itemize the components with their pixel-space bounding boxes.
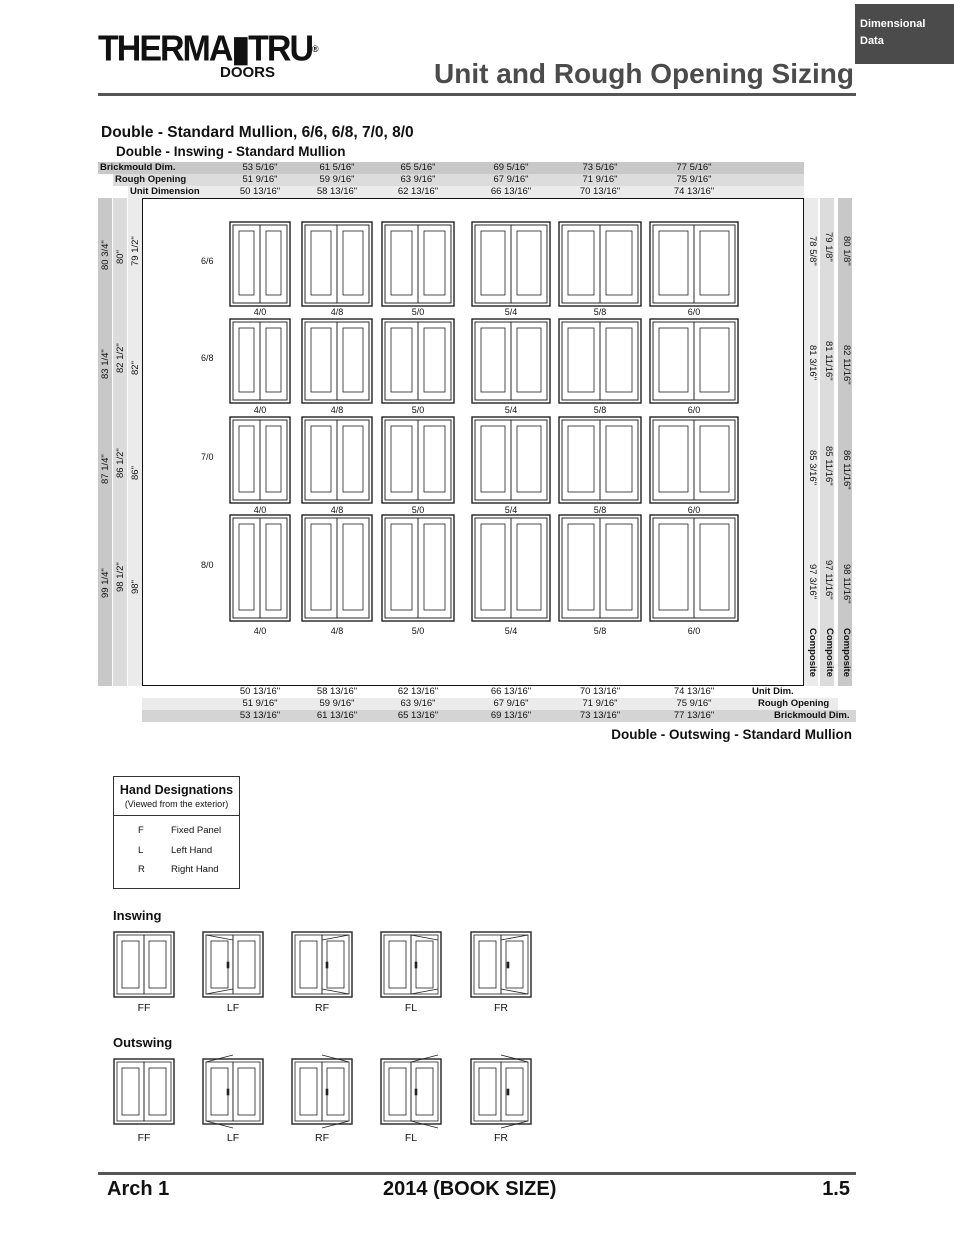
right-height-rough: 85 11/16" <box>823 446 834 486</box>
dimension-value: 70 13/16" <box>579 186 621 197</box>
dimension-value: 62 13/16" <box>397 186 439 197</box>
hand-title: Hand Designations <box>119 783 234 797</box>
dimension-value: 65 5/16" <box>400 162 436 173</box>
handle-icon <box>227 962 229 968</box>
top-band-rough-label: Rough Opening <box>115 174 187 185</box>
bottom-band-unit-label: Unit Dim. <box>752 686 794 697</box>
hand-divider <box>114 815 239 816</box>
hand-code-caption: FF <box>137 1002 151 1014</box>
hand-code-caption: FR <box>494 1002 508 1014</box>
width-size-label: 5/0 <box>411 405 425 415</box>
left-height-rough: 98 1/2" <box>115 562 126 592</box>
footer-page-number: 1.5 <box>822 1178 850 1200</box>
dimension-value: 69 5/16" <box>493 162 529 173</box>
dimension-value: 67 9/16" <box>493 698 529 709</box>
dimension-value: 51 9/16" <box>242 698 278 709</box>
width-size-label: 4/0 <box>253 626 267 636</box>
right-height-brickmould: 86 11/16" <box>841 450 852 490</box>
left-height-rough: 80" <box>115 250 126 264</box>
right-height-brickmould: 98 11/16" <box>841 564 852 604</box>
left-height-unit: 79 1/2" <box>130 236 141 266</box>
right-height-brickmould: 80 1/8" <box>841 236 852 266</box>
dimension-value: 73 13/16" <box>579 710 621 721</box>
dimension-value: 71 9/16" <box>582 698 618 709</box>
width-size-label: 4/0 <box>253 307 267 317</box>
width-size-label: 4/8 <box>330 405 344 415</box>
hand-row <box>114 845 239 865</box>
dimension-value: 71 9/16" <box>582 174 618 185</box>
left-height-unit: 98" <box>130 580 141 594</box>
right-height-rough: 97 11/16" <box>823 560 834 600</box>
composite-label: Composite <box>807 628 818 678</box>
width-size-label: 5/4 <box>504 405 518 415</box>
width-size-label: 5/8 <box>593 405 607 415</box>
dimension-value: 77 5/16" <box>676 162 712 173</box>
logo-word-2: TRU <box>248 29 313 69</box>
right-height-unit: 78 5/8" <box>807 236 818 266</box>
height-row-label: 8/0 <box>201 560 214 570</box>
left-height-brickmould: 87 1/4" <box>100 454 111 484</box>
bottom-band-rough-label: Rough Opening <box>758 698 830 709</box>
left-height-rough: 82 1/2" <box>115 343 126 373</box>
dimension-value: 66 13/16" <box>490 186 532 197</box>
dimension-value: 66 13/16" <box>490 686 532 697</box>
left-height-brickmould: 83 1/4" <box>100 349 111 379</box>
bottom-band-brickmould-label: Brickmould Dim. <box>774 710 850 721</box>
footer-center: 2014 (BOOK SIZE) <box>383 1178 557 1200</box>
hand-code: R <box>138 864 145 875</box>
dimension-value: 53 13/16" <box>239 710 281 721</box>
left-height-brickmould: 80 3/4" <box>100 240 111 270</box>
width-size-label: 6/0 <box>687 626 701 636</box>
dimension-value: 67 9/16" <box>493 174 529 185</box>
dimension-value: 50 13/16" <box>239 186 281 197</box>
width-size-label: 5/8 <box>593 505 607 515</box>
width-size-label: 5/0 <box>411 307 425 317</box>
right-height-unit: 81 3/16" <box>807 345 818 381</box>
width-size-label: 4/0 <box>253 505 267 515</box>
hand-diagrams <box>0 900 954 1160</box>
dimension-value: 69 13/16" <box>490 710 532 721</box>
dimension-value: 63 9/16" <box>400 174 436 185</box>
left-height-rough: 86 1/2" <box>115 448 126 478</box>
hand-code-caption: RF <box>315 1132 329 1144</box>
dimension-value: 63 9/16" <box>400 698 436 709</box>
bottom-band-rough <box>142 698 838 710</box>
tab-line-1: Dimensional <box>860 18 926 30</box>
handle-icon <box>326 962 328 968</box>
handle-icon <box>415 962 417 968</box>
dimension-value: 59 9/16" <box>319 174 355 185</box>
dimension-value: 62 13/16" <box>397 686 439 697</box>
dimension-value: 70 13/16" <box>579 686 621 697</box>
width-size-label: 5/4 <box>504 307 518 317</box>
hand-code-caption: FL <box>404 1002 418 1014</box>
width-size-label: 4/8 <box>330 505 344 515</box>
width-size-label: 6/0 <box>687 505 701 515</box>
right-height-unit: 85 3/16" <box>807 450 818 486</box>
hand-desc: Fixed Panel <box>171 825 222 836</box>
dimension-value: 73 5/16" <box>582 162 618 173</box>
width-size-label: 5/8 <box>593 626 607 636</box>
width-size-label: 4/8 <box>330 307 344 317</box>
inswing-heading: Double - Inswing - Standard Mullion <box>116 144 346 159</box>
hand-code-caption: RF <box>315 1002 329 1014</box>
right-height-rough: 81 11/16" <box>823 341 834 381</box>
tab-line-2: Data <box>860 35 884 47</box>
dimension-value: 51 9/16" <box>242 174 278 185</box>
width-size-label: 5/4 <box>504 505 518 515</box>
hand-row <box>114 825 239 845</box>
right-height-rough: 79 1/8" <box>823 232 834 262</box>
composite-label: Composite <box>841 628 852 678</box>
hand-code: L <box>138 844 144 856</box>
dimension-value: 50 13/16" <box>239 686 281 697</box>
composite-label: Composite <box>824 628 835 678</box>
hand-desc: Left Hand <box>171 844 213 856</box>
dimension-value: 53 5/16" <box>242 162 278 173</box>
logo-word-1: THERMA <box>98 29 232 69</box>
dimension-value: 65 13/16" <box>397 710 439 721</box>
right-height-brickmould: 82 11/16" <box>841 345 852 385</box>
dimension-value: 75 9/16" <box>676 174 712 185</box>
hand-code: F <box>138 825 144 836</box>
handle-icon <box>415 1089 417 1095</box>
width-size-label: 5/4 <box>504 626 518 636</box>
height-row-label: 6/8 <box>201 353 214 363</box>
dimension-value: 61 5/16" <box>319 162 355 173</box>
logo-bar-icon: ▮ <box>231 29 249 69</box>
handle-icon <box>507 962 509 968</box>
outswing-heading: Double - Outswing - Standard Mullion <box>611 727 852 742</box>
dimension-value: 74 13/16" <box>673 686 715 697</box>
right-height-unit: 97 3/16" <box>807 564 818 600</box>
footer-rule <box>98 1172 856 1175</box>
hand-designations-box <box>113 776 240 889</box>
top-band-unit-label: Unit Dimension <box>130 186 200 197</box>
width-size-label: 5/0 <box>411 626 425 636</box>
hand-code-caption: LF <box>226 1132 240 1144</box>
handle-icon <box>227 1089 229 1095</box>
width-size-label: 5/0 <box>411 505 425 515</box>
handle-icon <box>326 1089 328 1095</box>
inswing-label: Inswing <box>113 908 162 923</box>
dimension-value: 58 13/16" <box>316 686 358 697</box>
left-height-unit: 82" <box>130 361 141 375</box>
hand-code-caption: LF <box>226 1002 240 1014</box>
dimension-value: 59 9/16" <box>319 698 355 709</box>
outswing-label: Outswing <box>113 1035 173 1050</box>
dimension-value: 74 13/16" <box>673 186 715 197</box>
top-band-brickmould-label: Brickmould Dim. <box>100 162 176 173</box>
footer-left: Arch 1 <box>107 1178 170 1200</box>
dimension-value: 77 13/16" <box>673 710 715 721</box>
logo-registered: ® <box>312 43 319 55</box>
dimension-value: 75 9/16" <box>676 698 712 709</box>
dimension-value: 58 13/16" <box>316 186 358 197</box>
width-size-label: 6/0 <box>687 405 701 415</box>
left-height-brickmould: 99 1/4" <box>100 568 111 598</box>
width-size-label: 6/0 <box>687 307 701 317</box>
bottom-band-unit <box>142 686 804 698</box>
height-row-label: 7/0 <box>201 452 214 462</box>
width-size-label: 5/8 <box>593 307 607 317</box>
hand-desc: Right Hand <box>171 864 219 875</box>
dimension-value: 61 13/16" <box>316 710 358 721</box>
hand-code-caption: FF <box>137 1132 151 1144</box>
bottom-band-brickmould <box>142 710 856 722</box>
hand-code-caption: FL <box>404 1132 418 1144</box>
width-size-label: 4/0 <box>253 405 267 415</box>
left-height-unit: 86" <box>130 466 141 480</box>
height-row-label: 6/6 <box>201 256 214 266</box>
hand-subtitle: (Viewed from the exterior) <box>124 799 229 809</box>
width-size-label: 4/8 <box>330 626 344 636</box>
handle-icon <box>507 1089 509 1095</box>
section-heading: Double - Standard Mullion, 6/6, 6/8, 7/0, 8/0 <box>101 124 414 141</box>
hand-code-caption: FR <box>494 1132 508 1144</box>
logo-sub: DOORS <box>220 64 276 81</box>
hand-row <box>114 864 239 884</box>
page-title: Unit and Rough Opening Sizing <box>434 58 854 89</box>
